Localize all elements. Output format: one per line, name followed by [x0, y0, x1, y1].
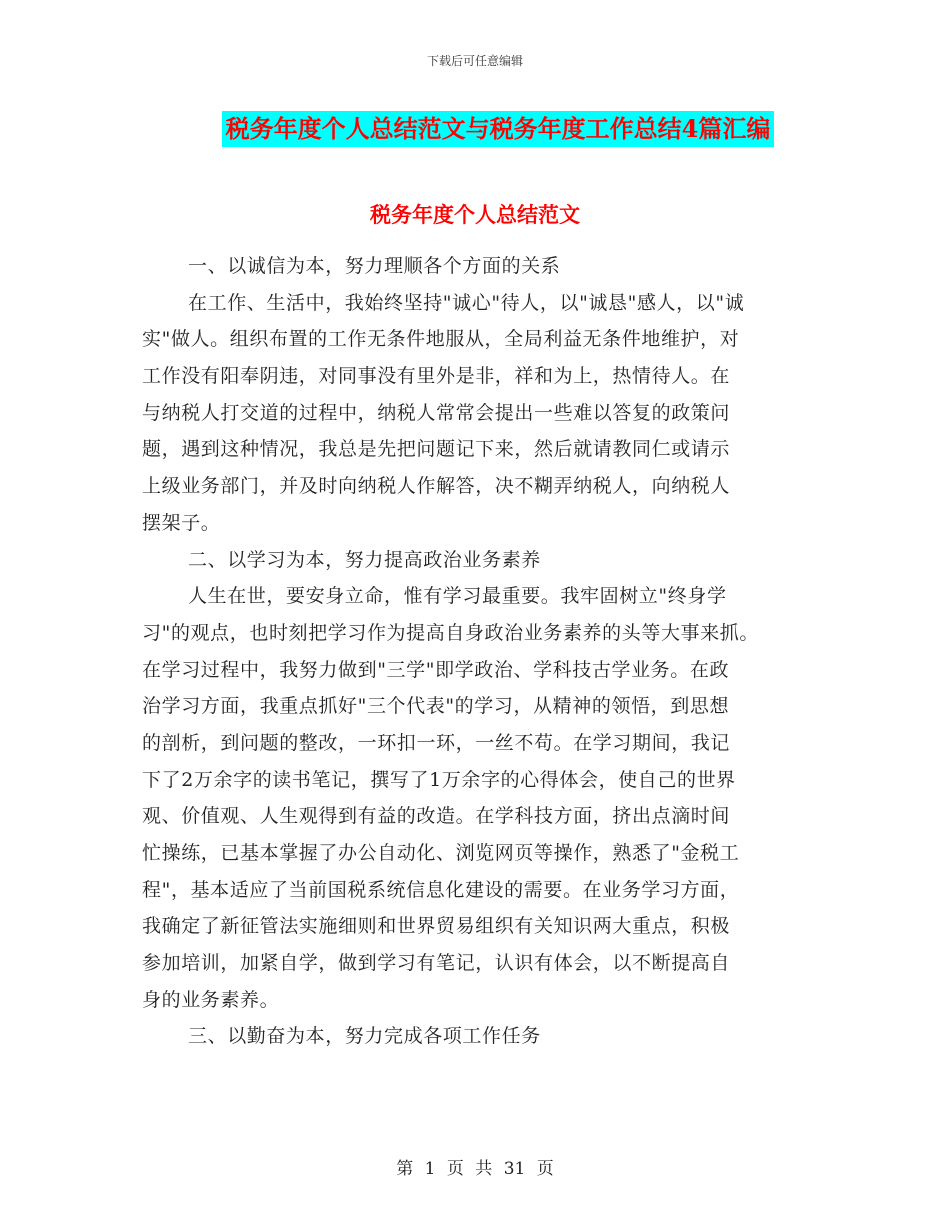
paragraph-line: 参加培训，加紧自学，做到学习有笔记，认识有体会，以不断提高自 [142, 952, 731, 975]
section-title: 税务年度个人总结范文 [370, 202, 580, 227]
heading-3: 三、以勤奋为本，努力完成各项工作任务 [188, 1025, 541, 1048]
paragraph-line: 程"，基本适应了当前国税系统信息化建设的需要。在业务学习方面， [142, 878, 740, 901]
document-title: 税务年度个人总结范文与税务年度工作总结4篇汇编 [222, 111, 775, 147]
paragraph-line: 下了2万余字的读书笔记，撰写了1万余字的心得体会，使自己的世界 [142, 768, 736, 791]
paragraph-line: 实"做人。组织布置的工作无条件地服从，全局利益无条件地维护，对 [142, 328, 740, 351]
paragraph-line: 与纳税人打交道的过程中，纳税人常常会提出一些难以答复的政策问 [142, 401, 731, 424]
paragraph-line: 身的业务素养。 [142, 988, 280, 1011]
paragraph-line: 忙操练，已基本掌握了办公自动化、浏览网页等操作，熟悉了"金税工 [142, 842, 740, 864]
paragraph-line: 的剖析，到问题的整改，一环扣一环，一丝不苟。在学习期间，我记 [142, 731, 731, 754]
heading-2: 二、以学习为本，努力提高政治业务素养 [188, 548, 541, 571]
page-number-footer: 第 1 页 共 31 页 [396, 1159, 554, 1179]
paragraph-line: 我确定了新征管法实施细则和世界贸易组织有关知识两大重点，积极 [142, 915, 731, 938]
heading-1: 一、以诚信为本，努力理顺各个方面的关系 [188, 255, 561, 277]
document-title-container [0, 111, 950, 147]
paragraph-line: 人生在世，要安身立命，惟有学习最重要。我牢固树立"终身学 [188, 585, 727, 608]
paragraph-line: 上级业务部门，并及时向纳税人作解答，决不糊弄纳税人，向纳税人 [142, 475, 731, 498]
paragraph-line: 工作没有阳奉阴违，对同事没有里外是非，祥和为上，热情待人。在 [142, 365, 731, 388]
paragraph-line: 摆架子。 [142, 511, 221, 534]
paragraph-line: 在工作、生活中，我始终坚持"诚心"待人，以"诚恳"感人，以"诚 [188, 291, 745, 314]
paragraph-line: 治学习方面，我重点抓好"三个代表"的学习，从精神的领悟，到思想 [142, 695, 730, 718]
paragraph-line: 习"的观点，也时刻把学习作为提高自身政治业务素养的头等大事来抓。 [142, 621, 759, 644]
paragraph-line: 观、价值观、人生观得到有益的改造。在学科技方面，挤出点滴时间 [142, 805, 731, 828]
page-header-note: 下载后可任意编辑 [426, 54, 523, 68]
body-text [142, 248, 822, 1055]
paragraph-line: 题，遇到这种情况，我总是先把问题记下来，然后就请教同仁或请示 [142, 438, 731, 461]
paragraph-line: 在学习过程中，我努力做到"三学"即学政治、学科技古学业务。在政 [142, 658, 730, 681]
